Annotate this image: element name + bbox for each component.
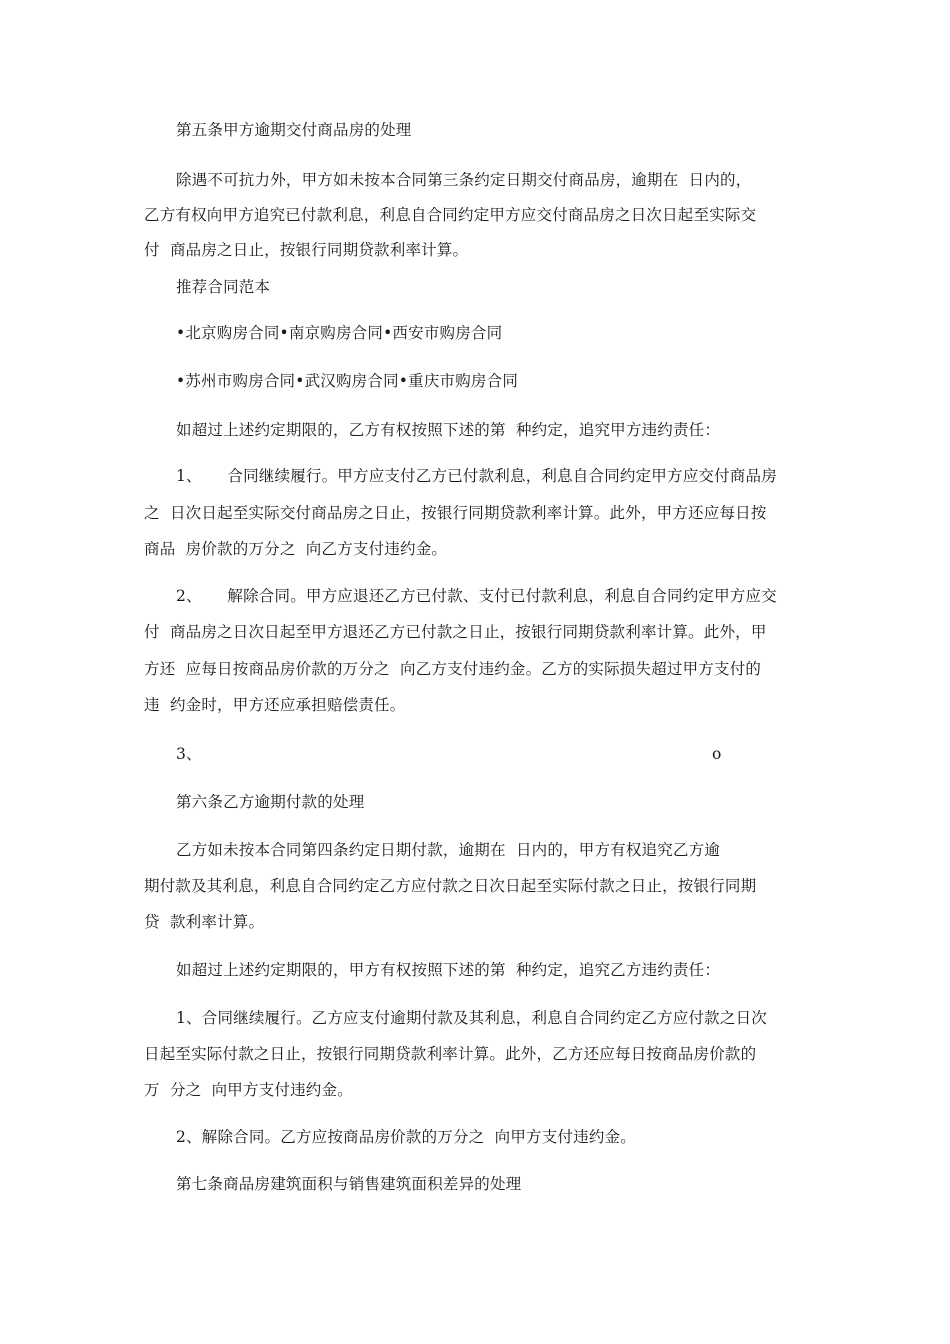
article-5-paragraph-line: 乙方有权向甲方追究已付款利息，利息自合同约定甲方应交付商品房之日次日起至实际交 (144, 206, 757, 224)
article-6-overdue-clause: 如超过上述约定期限的，甲方有权按照下述的第 种约定，追究乙方违约责任： (176, 961, 721, 979)
article-6-option-1-line: 万 分之 向甲方支付违约金。 (144, 1081, 353, 1099)
article-7-heading: 第七条商品房建筑面积与销售建筑面积差异的处理 (176, 1175, 522, 1193)
article-5-option-2-line: 2、 解除合同。甲方应退还乙方已付款、支付已付款利息，利息自合同约定甲方应交 (176, 587, 777, 605)
article-5-option-2-line: 方还 应每日按商品房价款的万分之 向乙方支付违约金。乙方的实际损失超过甲方支付的 (144, 660, 762, 678)
article-6-paragraph-line: 乙方如未按本合同第四条约定日期付款，逾期在 日内的，甲方有权追究乙方逾 (176, 841, 721, 859)
recommended-templates-links-row[interactable]: •苏州市购房合同•武汉购房合同•重庆市购房合同 (176, 372, 519, 390)
article-6-paragraph-line: 贷 款利率计算。 (144, 913, 265, 931)
article-5-option-2-line: 违 约金时，甲方还应承担赔偿责任。 (144, 696, 406, 714)
recommended-templates-heading: 推荐合同范本 (176, 278, 271, 296)
article-5-heading: 第五条甲方逾期交付商品房的处理 (176, 121, 412, 139)
article-6-option-1-line: 日起至实际付款之日止，按银行同期贷款利率计算。此外，乙方还应每日按商品房价款的 (144, 1045, 757, 1063)
article-6-paragraph-line: 期付款及其利息，利息自合同约定乙方应付款之日次日起至实际付款之日止，按银行同期 (144, 877, 757, 895)
article-6-heading: 第六条乙方逾期付款的处理 (176, 793, 365, 811)
article-5-option-2-line: 付 商品房之日次日起至甲方退还乙方已付款之日止，按银行同期贷款利率计算。此外，甲 (144, 623, 767, 641)
article-5-option-1-line: 之 日次日起至实际交付商品房之日止，按银行同期贷款利率计算。此外，甲方还应每日按 (144, 504, 767, 522)
article-5-paragraph-line: 除遇不可抗力外，甲方如未按本合同第三条约定日期交付商品房，逾期在 日内的， (176, 171, 752, 189)
article-6-option-1-line: 1、合同继续履行。乙方应支付逾期付款及其利息，利息自合同约定乙方应付款之日次 (176, 1009, 767, 1027)
article-5-option-1-line: 商品 房价款的万分之 向乙方支付违约金。 (144, 540, 448, 558)
article-5-option-3-number: 3、 (176, 745, 202, 763)
article-5-paragraph-line: 付 商品房之日止，按银行同期贷款利率计算。 (144, 241, 469, 259)
article-6-option-2-line: 2、解除合同。乙方应按商品房价款的万分之 向甲方支付违约金。 (176, 1128, 636, 1146)
recommended-templates-links-row[interactable]: •北京购房合同•南京购房合同•西安市购房合同 (176, 324, 503, 342)
article-5-overdue-clause: 如超过上述约定期限的，乙方有权按照下述的第 种约定，追究甲方违约责任： (176, 421, 721, 439)
article-5-option-1-line: 1、 合同继续履行。甲方应支付乙方已付款利息，利息自合同约定甲方应交付商品房 (176, 467, 777, 485)
article-5-option-3-end-mark: o (712, 745, 722, 763)
